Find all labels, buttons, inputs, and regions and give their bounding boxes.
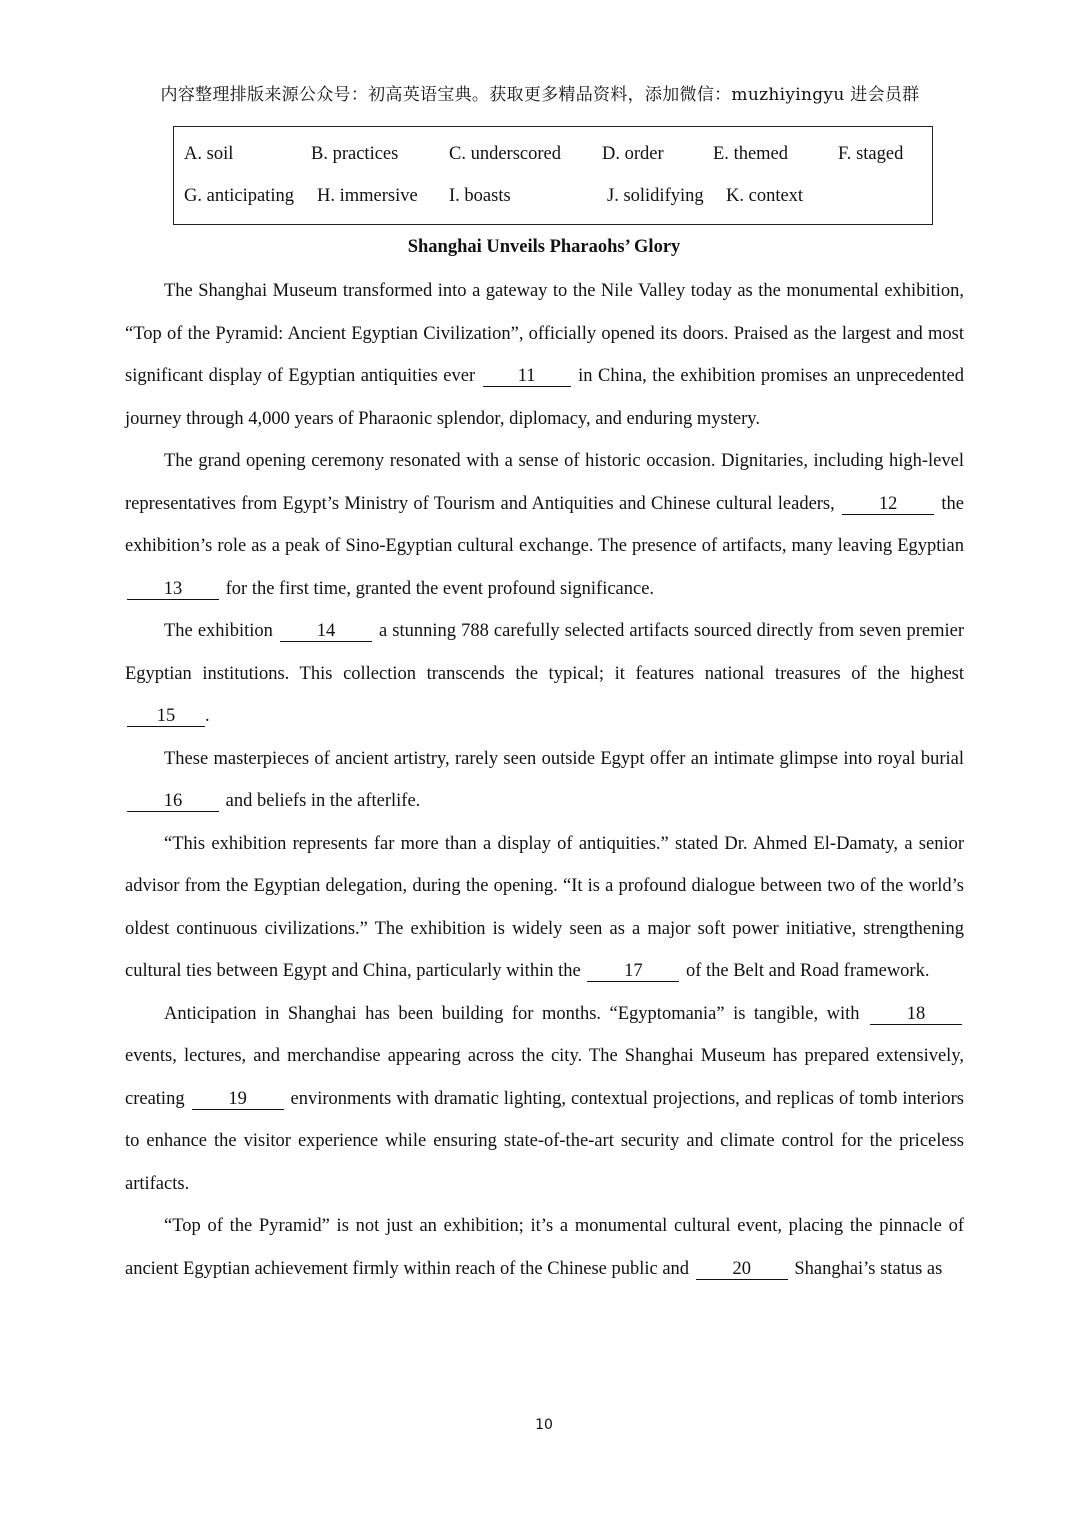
blank-17: 17 [587, 961, 679, 982]
blank-13: 13 [127, 579, 219, 600]
blank-19: 19 [192, 1089, 284, 1110]
blank-12: 12 [842, 494, 934, 515]
option-g: G. anticipating [184, 186, 294, 206]
page-header: 内容整理排版来源公众号：初高英语宝典。获取更多精品资料，添加微信：muzhiyingyu 进会员群 [160, 85, 920, 105]
article-title: Shanghai Unveils Pharaohs’ Glory [407, 237, 681, 257]
article-body [125, 270, 964, 1290]
blank-14: 14 [280, 621, 372, 642]
option-d: D. order [602, 144, 664, 164]
blank-16: 16 [127, 791, 219, 812]
page-number: 10 [535, 1417, 553, 1433]
blank-11: 11 [483, 366, 571, 387]
option-h: H. immersive [317, 186, 418, 206]
option-e: E. themed [713, 144, 789, 164]
blank-15: 15 [127, 706, 205, 727]
paragraph-4: These masterpieces of ancient artistry, rarely seen outside Egypt offer an intimate glimpse into royal burial 16 and beliefs in the afterlife. [125, 738, 964, 823]
word-bank-box [173, 126, 933, 225]
option-i: I. boasts [449, 186, 511, 206]
blank-18: 18 [870, 1004, 962, 1025]
paragraph-6: Anticipation in Shanghai has been building for months. “Egyptomania” is tangible, with 18 events, lectures, and merchandise appearing across the city. The Shanghai Museum has prepared extensively, creating 19 environments with dramatic lighting, contextual projections, and replicas of tomb interiors to enhance the visitor experience while ensuring state-of-the-art security and climate control for the priceless artifacts. [125, 1003, 965, 1194]
option-f: F. staged [838, 144, 904, 164]
option-c: C. underscored [449, 144, 561, 164]
paragraph-3: The exhibition 14 a stunning 788 carefully selected artifacts sourced directly from seven premier Egyptian institutions. This collection transcends the typical; it features national treasures of the highest 15 . [125, 621, 964, 726]
option-b: B. practices [311, 144, 399, 164]
option-j: J. solidifying [607, 186, 704, 206]
blank-20: 20 [696, 1259, 788, 1280]
paragraph-2: The grand opening ceremony resonated with a sense of historic occasion. Dignitaries, including high-level representatives from Egypt’s Ministry of Tourism and Antiquities and Chinese cultural leaders, 12 the exhibition’s role as a peak of Sino-Egyptian cultural exchange. The presence of artifacts, many leaving Egyptian 13 for the first time, granted the event profound significance. [125, 451, 964, 599]
option-a: A. soil [184, 144, 234, 164]
option-k: K. context [726, 186, 804, 206]
paragraph-1: The Shanghai Museum transformed into a gateway to the Nile Valley today as the monumental exhibition, “Top of the Pyramid: Ancient Egyptian Civilization”, officially opened its doors. Praised as the largest and most significant display of Egyptian antiquities ever 11 in China, the exhibition promises an unprecedented journey through 4,000 years of Pharaonic splendor, diplomacy, and enduring mystery. [125, 281, 965, 429]
paragraph-7: “Top of the Pyramid” is not just an exhibition; it’s a monumental cultural event, placing the pinnacle of ancient Egyptian achievement firmly within reach of the Chinese public and 20 Shanghai’s status as [125, 1216, 964, 1279]
paragraph-5: “This exhibition represents far more than a display of antiquities.” stated Dr. Ahmed El-Damaty, a senior advisor from the Egyptian delegation, during the opening. “It is a profound dialogue between two of the world’s oldest continuous civilizations.” The exhibition is widely seen as a major soft power initiative, strengthening cultural ties between Egypt and China, particularly within the 17 of the Belt and Road framework. [125, 833, 964, 981]
